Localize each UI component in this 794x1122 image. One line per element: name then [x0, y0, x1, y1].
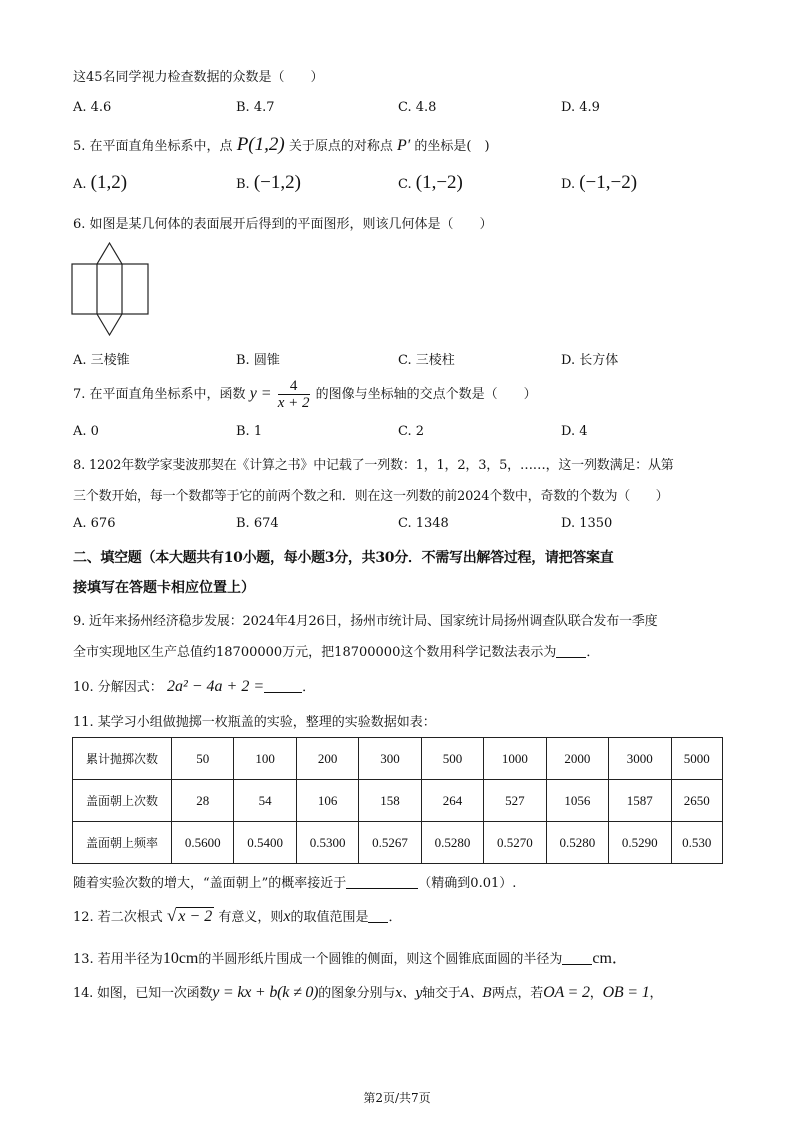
q6-option-b: B. 圆锥	[236, 353, 280, 368]
table-cell: 0.5290	[609, 822, 671, 864]
q11-data-table	[72, 737, 723, 864]
table-row-label: 盖面朝上频率	[73, 822, 172, 864]
q5-stem-b: 关于原点的对称点	[288, 139, 393, 154]
q8-line2: 三个数开始，每一个数都等于它的前两个数之和．则在这一列数的前2024个数中，奇数的个数为（ ）	[73, 489, 669, 504]
q10-end: ．	[302, 680, 316, 695]
table-cell: 0.530	[671, 822, 723, 864]
q14-points: A、B	[460, 986, 492, 1001]
table-cell: 1587	[609, 780, 671, 822]
q5-option-a	[73, 172, 127, 194]
q5-option-d-value: (−1,−2)	[579, 172, 638, 193]
table-cell: 0.5600	[172, 822, 234, 864]
q7-option-a: A. 0	[73, 424, 99, 439]
q12-end: ．	[388, 910, 402, 925]
q7-denominator: x + 2	[277, 395, 310, 411]
section2-heading-line2: 接填写在答题卡相应位置上）	[73, 580, 255, 596]
table-cell: 28	[172, 780, 234, 822]
q5-stem-c: 的坐标是( )	[414, 139, 490, 154]
q5-stem-a: 5. 在平面直角坐标系中，点	[73, 139, 233, 154]
q6-option-d: D. 长方体	[561, 353, 619, 368]
q5-option-d	[561, 172, 637, 194]
q14-axes: x、y	[395, 986, 423, 1001]
q10-stem	[73, 676, 315, 696]
q7-stem-a: 7. 在平面直角坐标系中，函数	[73, 387, 246, 402]
q9-answer-blank[interactable]	[556, 645, 586, 658]
q4-option-c: C. 4.8	[398, 100, 437, 115]
q6-option-c: C. 三棱柱	[398, 353, 455, 368]
q5-option-b	[236, 172, 301, 194]
q5-option-b-letter: B.	[236, 177, 250, 192]
q8-option-a: A. 676	[73, 516, 116, 531]
table-cell: 3000	[609, 738, 671, 780]
q11-after	[73, 872, 516, 891]
q8-line1: 8. 1202年数学家斐波那契在《计算之书》中记载了一列数：1，1，2，3，5，……，这一列数满足：从第	[73, 458, 674, 473]
q5-option-a-value: (1,2)	[90, 172, 128, 193]
q7-fraction	[278, 378, 310, 411]
table-cell: 500	[421, 738, 483, 780]
q4-stem: 这45名同学视力检查数据的众数是（ ）	[73, 70, 324, 85]
q8-option-d: D. 1350	[561, 516, 613, 531]
q9-line2-text: 全市实现地区生产总值约18700000万元，把18700000这个数用科学记数法表示为	[73, 645, 557, 660]
table-cell: 0.5270	[484, 822, 546, 864]
table-cell: 0.5400	[234, 822, 296, 864]
q5-option-c	[398, 172, 463, 194]
q12-radicand: x − 2	[178, 908, 213, 925]
q14-stem-c: 轴交于	[422, 986, 461, 1001]
q5-option-c-letter: C.	[398, 177, 412, 192]
q11-after-text: 随着实验次数的增大，“盖面朝上”的概率接近于	[73, 876, 347, 891]
q13-stem	[73, 945, 628, 968]
q10-expression: 2a² − 4a + 2 =	[166, 678, 265, 695]
q5-point: P(1,2)	[236, 134, 285, 155]
q8-option-b: B. 674	[236, 516, 279, 531]
table-row	[73, 780, 723, 822]
table-cell: 1056	[546, 780, 608, 822]
q5-point-prime: P′	[397, 137, 411, 154]
q9-line1: 9. 近年来扬州经济稳步发展：2024年4月26日，扬州市统计局、国家统计局扬州调查队联合发布一季度	[73, 614, 658, 629]
q12-variable: x	[283, 908, 291, 925]
table-cell: 0.5280	[421, 822, 483, 864]
table-cell: 2000	[546, 738, 608, 780]
section2-heading-line1: 二、填空题（本大题共有10小题，每小题3分，共30分．不需写出解答过程，请把答案直	[73, 550, 614, 566]
q12-stem-b: 有意义，则	[218, 910, 284, 925]
q14-end: ，	[649, 986, 663, 1001]
table-row	[73, 738, 723, 780]
q11-answer-blank[interactable]	[346, 876, 418, 889]
q9-line2	[73, 641, 599, 660]
table-cell: 527	[484, 780, 546, 822]
q9-end: ．	[586, 645, 600, 660]
table-cell: 300	[359, 738, 421, 780]
prism-net-figure	[70, 240, 154, 338]
q13-stem-b: 的半圆形纸片围成一个圆锥的侧面，则这个圆锥底面圆的半径为	[198, 952, 563, 967]
q12-stem	[73, 906, 402, 926]
q14-stem-d: 两点，若	[491, 986, 544, 1001]
q13-unit: cm．	[592, 950, 628, 967]
q10-stem-text: 10. 分解因式：	[73, 680, 163, 695]
q10-answer-blank[interactable]	[264, 680, 302, 693]
q11-stem: 11. 某学习小组做抛掷一枚瓶盖的实验，整理的实验数据如表：	[73, 715, 436, 730]
q5-option-b-value: (−1,2)	[253, 172, 301, 193]
table-cell: 0.5267	[359, 822, 421, 864]
q4-option-a: A. 4.6	[73, 100, 112, 115]
table-cell: 264	[421, 780, 483, 822]
table-cell: 50	[172, 738, 234, 780]
q14-separator: ，	[589, 986, 603, 1001]
table-cell: 0.5280	[546, 822, 608, 864]
q13-radius: 10cm	[162, 950, 199, 967]
q8-option-c: C. 1348	[398, 516, 449, 531]
q5-stem	[73, 134, 490, 156]
q12-stem-a: 12. 若二次根式	[73, 910, 163, 925]
q7-stem-b: 的图像与坐标轴的交点个数是（ ）	[315, 387, 537, 402]
net-bottom-triangle	[97, 314, 122, 335]
table-cell: 106	[296, 780, 358, 822]
q7-option-b: B. 1	[236, 424, 263, 439]
q7-stem	[73, 376, 537, 413]
q12-stem-c: 的取值范围是	[290, 910, 369, 925]
q13-stem-a: 13. 若用半径为	[73, 952, 163, 967]
table-cell: 2650	[671, 780, 723, 822]
table-cell: 54	[234, 780, 296, 822]
q14-stem-a: 14. 如图，已知一次函数	[73, 986, 213, 1001]
q5-option-d-letter: D.	[561, 177, 576, 192]
table-cell: 1000	[484, 738, 546, 780]
q14-stem	[73, 982, 662, 1002]
q4-option-b: B. 4.7	[236, 100, 275, 115]
q7-option-d: D. 4	[561, 424, 588, 439]
table-row-label: 累计抛掷次数	[73, 738, 172, 780]
q14-stem-b: 的图象分别与	[318, 986, 396, 1001]
q14-function: y = kx + b(k ≠ 0)	[212, 984, 319, 1001]
q12-sqrt-sign: √	[166, 906, 177, 925]
table-cell: 0.5300	[296, 822, 358, 864]
q11-precision-note: （精确到0.01）.	[418, 876, 517, 891]
q14-ob: OB = 1	[602, 984, 650, 1001]
q12-answer-blank[interactable]	[368, 910, 388, 923]
table-cell: 100	[234, 738, 296, 780]
q6-stem: 6. 如图是某几何体的表面展开后得到的平面图形，则该几何体是（ ）	[73, 217, 493, 232]
q7-numerator: 4	[278, 378, 310, 395]
table-cell: 5000	[671, 738, 723, 780]
q6-option-a: A. 三棱锥	[73, 353, 130, 368]
table-row	[73, 822, 723, 864]
q13-answer-blank[interactable]	[562, 952, 592, 965]
q7-option-c: C. 2	[398, 424, 425, 439]
table-row-label: 盖面朝上次数	[73, 780, 172, 822]
q14-oa: OA = 2	[543, 984, 590, 1001]
net-outer-rect	[72, 264, 148, 314]
q5-option-a-letter: A.	[73, 177, 87, 192]
q5-option-c-value: (1,−2)	[415, 172, 463, 193]
q7-y-eq: y =	[249, 385, 272, 402]
table-cell: 200	[296, 738, 358, 780]
page-number-footer: 第2页/共7页	[363, 1091, 431, 1105]
q4-option-d: D. 4.9	[561, 100, 600, 115]
table-cell: 158	[359, 780, 421, 822]
net-top-triangle	[97, 243, 122, 264]
